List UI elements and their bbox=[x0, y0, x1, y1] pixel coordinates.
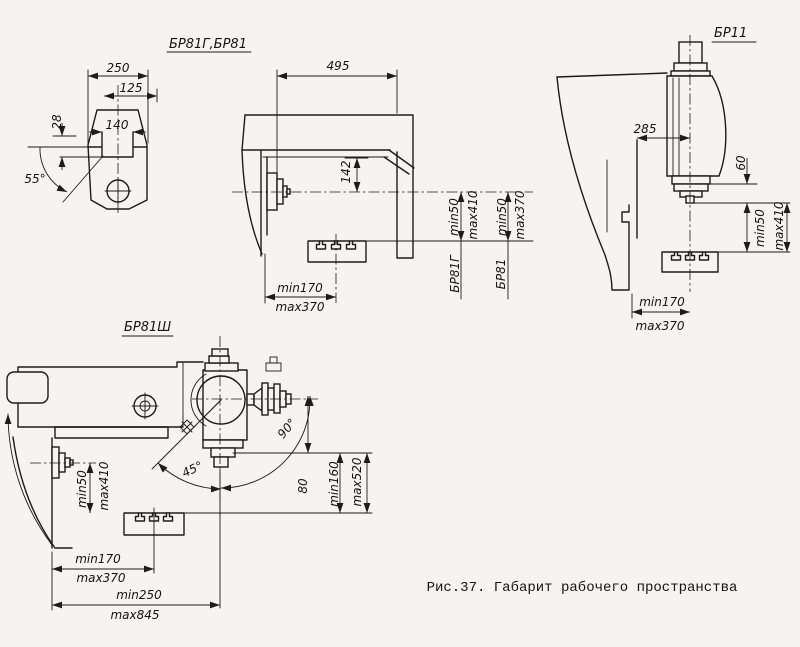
dim-column-br81g bbox=[447, 190, 480, 299]
dim-label: 125 bbox=[119, 81, 143, 95]
head-top-cylinder bbox=[679, 42, 702, 63]
dim-column-br81 bbox=[494, 190, 527, 299]
dim-label: min170 bbox=[75, 552, 121, 566]
dim-label: 285 bbox=[633, 122, 657, 136]
dim-label: max410 bbox=[97, 461, 111, 511]
dim-125 bbox=[104, 81, 157, 102]
view-br81sh bbox=[7, 320, 372, 622]
figure-caption: Рис.37. Габарит рабочего пространства bbox=[426, 580, 738, 596]
view-title-label: БР81Ш bbox=[124, 320, 172, 335]
view-title-label: БР11 bbox=[714, 26, 748, 41]
dim-label: max370 bbox=[275, 300, 325, 314]
dim-label: 45° bbox=[179, 458, 205, 481]
view-br81g-br81 bbox=[167, 37, 533, 314]
dim-min50-max410 bbox=[747, 201, 787, 252]
dim-label: 90° bbox=[274, 415, 300, 442]
dim-label: min50 bbox=[447, 198, 461, 236]
horizontal-spindle bbox=[247, 394, 254, 405]
machine-outline bbox=[88, 85, 147, 214]
swing-arc bbox=[8, 414, 52, 545]
model-label: БР81Г bbox=[448, 255, 462, 293]
dim-label: min50 bbox=[495, 198, 509, 236]
dim-label: 80 bbox=[296, 478, 310, 494]
view-title bbox=[167, 37, 251, 52]
view-br11 bbox=[557, 26, 790, 333]
dim-min170-max370 bbox=[632, 294, 690, 333]
dim-label: 495 bbox=[326, 59, 350, 73]
machine-outline bbox=[7, 336, 318, 548]
head-body bbox=[667, 76, 726, 176]
work-table bbox=[662, 252, 790, 272]
view-title bbox=[712, 26, 756, 42]
dim-label: min170 bbox=[639, 295, 685, 309]
side-spindle bbox=[52, 447, 59, 478]
dim-label: min250 bbox=[116, 588, 162, 602]
dim-140 bbox=[89, 118, 146, 132]
work-table bbox=[124, 508, 372, 573]
view-title bbox=[122, 320, 173, 336]
dim-min50-max410 bbox=[75, 461, 111, 513]
chuck bbox=[674, 184, 708, 191]
vertical-spindle bbox=[203, 440, 243, 448]
spindle-plate bbox=[267, 173, 277, 210]
dim-label: max370 bbox=[513, 190, 527, 240]
dim-label: max410 bbox=[466, 190, 480, 240]
dim-label: 250 bbox=[106, 61, 130, 75]
dim-min170-max370 bbox=[265, 254, 336, 314]
dim-label: 55° bbox=[24, 172, 46, 186]
dim-label: min170 bbox=[277, 281, 323, 295]
dim-label: max845 bbox=[110, 608, 160, 622]
dim-label: max520 bbox=[350, 457, 364, 507]
dim-min160-max520 bbox=[327, 453, 367, 513]
machine-outline bbox=[557, 35, 726, 292]
dim-label: 142 bbox=[339, 160, 353, 184]
view-front-head bbox=[24, 61, 157, 214]
dim-label: 60 bbox=[734, 155, 748, 171]
dim-142 bbox=[339, 158, 368, 192]
dim-label: min160 bbox=[327, 461, 341, 507]
view-title-label: БР81Г,БР81 bbox=[169, 37, 247, 52]
dim-label: min50 bbox=[75, 470, 89, 508]
swivel-head bbox=[203, 370, 247, 440]
ram-end-cap bbox=[7, 372, 48, 403]
dim-label: max410 bbox=[772, 201, 786, 251]
model-label: БР81 bbox=[494, 258, 508, 290]
dim-label: max370 bbox=[76, 571, 126, 585]
dim-label: max370 bbox=[635, 319, 685, 333]
dim-label: 28 bbox=[50, 114, 64, 130]
dim-label: min50 bbox=[753, 209, 767, 247]
dim-label: 140 bbox=[105, 118, 129, 132]
